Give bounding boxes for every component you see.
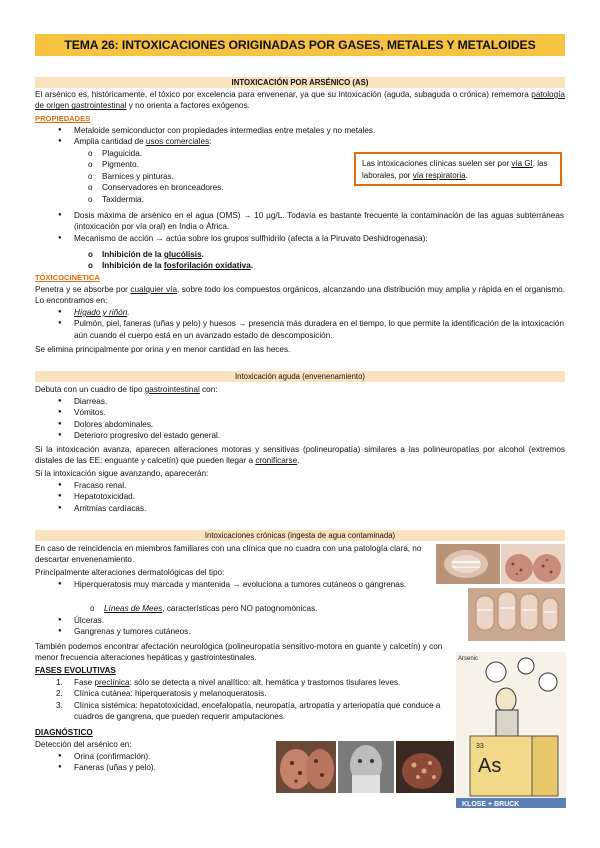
list-item: ● Diarreas. [74,396,564,407]
dermato-list [74,579,434,590]
cronicas-dermato-intro: Principalmente alteraciones dermatológicas del tipo: [35,568,225,577]
list-item: 3. Clínica sistémica: hepatotoxicidad, encefalopatía, neuropatía, artropatía y arteriopatía que conduce a cuadros de gangrena, que pueden requerir amputaciones. [56,700,441,722]
aguda-intro: Debuta con un cuadro de tipo gastrointestinal con: [35,385,218,394]
list-item: o Pigmento. [102,159,342,170]
list-item: ● Hepatotoxicidad. [74,491,564,502]
list-item: ● Orina (confirmación). [74,751,274,762]
section-header-arsenico: INTOXICACIÓN POR ARSÉNICO (AS) [35,77,565,88]
feet-photo [276,741,336,793]
subtitle-diagnostico: DIAGNÓSTICO [35,728,93,737]
list-item: ● Fracaso renal. [74,480,564,491]
cronicas-intro: En caso de reincidencia en miembros familiares con una clínica que no cuadra con una patología clara, no descartar envenenamiento. [35,544,422,565]
list-item: ● Vómitos. [74,407,564,418]
usos-list [102,148,342,205]
nails-photo-2 [468,588,565,641]
list-item: 1. Fase preclínica: sólo se detecta a nivel analítico: alt. hemática y trastornos tisulares leves. [56,678,401,687]
list-item: ● Hígado y riñón. [74,307,564,318]
mecanismo-list [102,249,542,272]
list-item: ● Dosis máxima de arsénico en el agua (OMS) → 10 µg/L. Todavía es bastante frecuente la contaminación de las aguas subterráneas (intoxicación por vía oral) en India o África. [74,210,564,233]
list-item: o Taxidermia. [102,194,342,205]
arsenic-illustration [456,652,566,808]
section-header-aguda: Intoxicación aguda (envenenamiento) [35,371,565,382]
list-item: ● Gangrenas y tumores cutáneos. [74,626,434,637]
subtitle-fases: FASES EVOLUTIVAS [35,666,116,675]
propiedades-list [74,125,564,148]
subtitle-toxicocinetica: TOXICOCINÉTICA [35,273,100,282]
list-item: ● Amplia cantidad de usos comerciales: [74,136,564,147]
aguda-avance-paragraph: Si la intoxicación avanza, aparecen alteraciones motoras y sensitivas (polineuropatía) similares a las polineuropatías por alcohol (extremos distales de las EE: enguante y calcetín) que pueden llegar a cronificarse. [35,445,565,466]
list-item: ● Hiperqueratosis muy marcada y mantenida → evoluciona a tumores cutáneos o gangrenas. [74,579,434,590]
aguda-avance-intro: Si la intoxicación sigue avanzando, aparecerán: [35,469,209,478]
intro-paragraph: El arsénico es, históricamente, el tóxico por excelencia para envenenar, ya que su intoxicación (aguda, subaguda o crónica) rememora patología de origen gastrointestinal y no orienta a factores exógenos. [35,90,565,111]
element-number: 33 [476,743,484,750]
list-item: ● Deterioro progresivo del estado general. [74,430,564,441]
fases-list [56,677,452,723]
list-item: ● Dolores abdominales. [74,419,564,430]
dermato-list-2 [74,615,434,638]
list-item: ● Metaloide semiconductor con propiedades intermedias entre metales y no metales. [74,125,564,136]
nail-photo-1 [436,544,500,584]
diagnostico-intro: Detección del arsénico en: [35,740,132,749]
list-item: ● Mecanismo de acción → actúa sobre los grupos sulfhidrilo (afecta a la Piruvato Deshidrogenasa): [74,233,564,244]
toxicocinetica-paragraph: Penetra y se absorbe por cualquier vía, sobre todo los compuestos orgánicos, alcanzando una distribución muy amplia y rápida en el organismo. Lo encontramos en: [35,285,565,306]
page-title: TEMA 26: INTOXICACIONES ORIGINADAS POR GASES, METALES Y METALOIDES [35,34,565,56]
list-item: ● Faneras (uñas y pelo). [74,762,274,773]
hands-photo [501,544,565,584]
subtitle-propiedades: PROPIEDADES [35,114,91,123]
hand-lesions-photo [396,741,454,793]
brand-label: KLOSE + BRUCK [462,801,520,808]
callout-box: Las intoxicaciones clínicas suelen ser por vía GI, las laborales, por vía respiratoria. [354,152,562,186]
list-item: 2. Clínica cutánea: hiperqueratosis y melanoqueratosis. [56,689,267,699]
organos-list [74,307,564,341]
diagnostico-list [74,751,274,774]
list-item: ● Úlceras. [74,615,434,626]
list-item: o Líneas de Mees, características pero NO patognomónicas. [104,603,434,614]
list-item: o Inhibición de la glucólisis. [102,249,542,260]
element-symbol: As [478,755,502,777]
list-item: o Plaguicida. [102,148,342,159]
section-header-cronicas: Intoxicaciones crónicas (ingesta de agua contaminada) [35,530,565,541]
avance-list [74,480,564,514]
eliminacion-text: Se elimina principalmente por orina y en menor cantidad en las heces. [35,345,291,354]
face-photo [338,741,394,793]
dermato-sublist [104,603,434,614]
propiedades-list-2 [74,210,564,244]
arsenic-label: Arsenic [458,656,479,662]
list-item: o Conservadores en bronceadores. [102,182,342,193]
sintomas-list [74,396,564,442]
list-item: ● Arritmias cardíacas. [74,503,564,514]
list-item: o Inhibición de la fosforilación oxidativa. [102,260,542,271]
list-item: o Barnices y pinturas. [102,171,342,182]
list-item: ● Pulmón, piel, faneras (uñas y pelo) y huesos → presencia más duradera en el tiempo, lo que permite la identificación de la intoxicación aún cuando el cuerpo está en un avanzado estado de descomposición. [74,318,564,341]
neuro-paragraph: También podemos encontrar afectación neurológica (polineuropatía sensitivo-motora en guante y calcetín) y con menor frecuencia alteraciones hepáticas y gastrointestinales. [35,642,443,663]
